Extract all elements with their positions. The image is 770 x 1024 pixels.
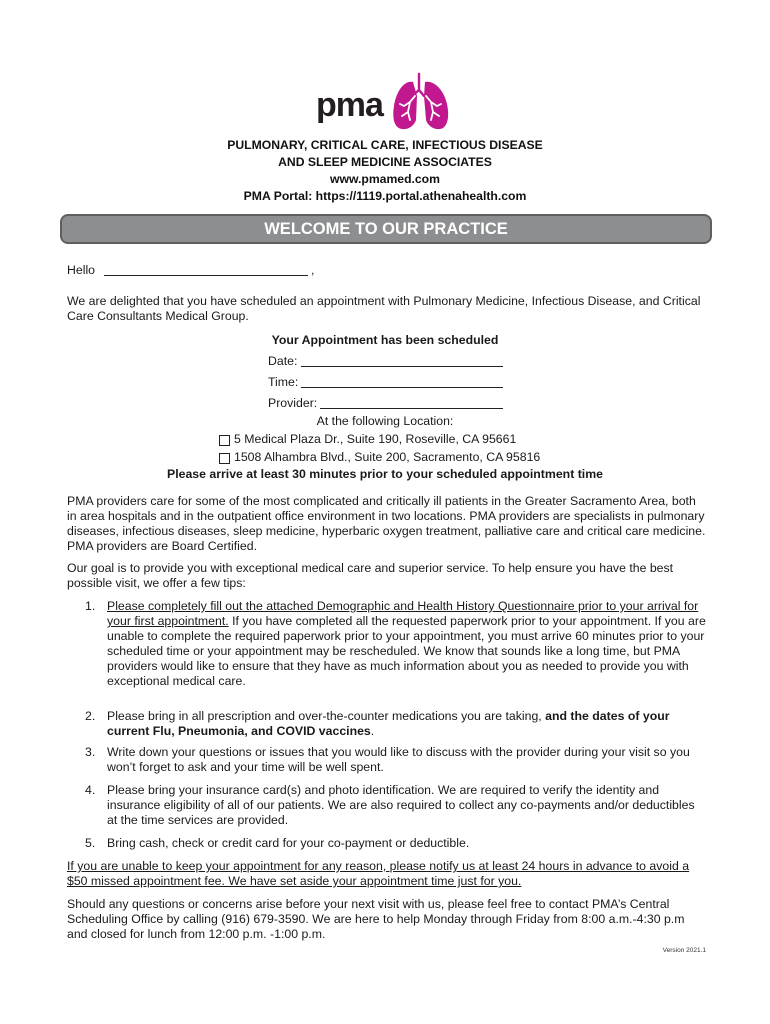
goal-paragraph: Our goal is to provide you with exceptional medical care and superior service. To help ensure you have the best possible visit, we offer a few tips:: [67, 561, 674, 590]
lungs-icon: [390, 72, 452, 132]
tip-number: 2.: [85, 709, 96, 723]
tip-text: [107, 599, 707, 689]
tip-end: .: [370, 724, 375, 738]
about-paragraph: PMA providers care for some of the most complicated and critically ill patients in the Greater Sacramento Area, both in area hospitals and in the outpatient office environment in two locations. PMA providers are specialists in pulmonary diseases, infectious diseases, sleep medicine, hyperbaric oxygen treatment, palliative care and critical care medicine. PMA providers are Board Certified.: [67, 494, 706, 553]
org-website: www.pmamed.com: [330, 172, 440, 186]
org-portal: PMA Portal: https://1119.portal.athenahealth.com: [243, 189, 527, 203]
appointment-title: Your Appointment has been scheduled: [271, 333, 499, 347]
tip-text: Write down your questions or issues that you would like to discuss with the provider during your visit so you won’t forget to ask and your time will be well spent.: [107, 745, 690, 774]
location-sacramento: 1508 Alhambra Blvd., Suite 200, Sacramento, CA 95816: [234, 450, 541, 464]
tip-plain: Please bring in all prescription and over-the-counter medications you are taking,: [107, 709, 546, 723]
tip-rest: If you have completed all the requested paperwork prior to your appointment. If you are unable to complete the required paperwork prior to your appointment, you must arrive 60 minutes prior to your scheduled time or your appointment may be rescheduled. We know that sounds like a long time, but PMA providers would like to ensure that they have as much information about you as needed to provide you with exceptional medical care.: [107, 614, 706, 688]
date-label: Date:: [268, 354, 298, 368]
tip-text: [107, 709, 707, 739]
tip-bold: and the dates of your current Flu, Pneumonia, and COVID vaccines: [107, 709, 670, 738]
location-checkbox-roseville[interactable]: [219, 435, 230, 446]
pma-logo: [316, 72, 456, 132]
hello-label: Hello: [67, 263, 96, 277]
cancellation-note: If you are unable to keep your appointment for any reason, please notify us at least 24 hours in advance to avoid a $50 missed appointment fee. We have set aside your appointment time just for you.: [67, 859, 690, 888]
tip-number: 4.: [85, 783, 96, 797]
tip-number: 1.: [85, 599, 96, 613]
time-field-line[interactable]: [301, 387, 503, 388]
tip-text: Please bring your insurance card(s) and photo identification. We are required to verify the identity and insurance eligibility of all of our patients. We are also required to collect any co-payments and/or deductibles at the time services are provided.: [107, 783, 695, 827]
location-checkbox-sacramento[interactable]: [219, 453, 230, 464]
location-title: At the following Location:: [316, 414, 454, 428]
provider-label: Provider:: [268, 396, 318, 410]
location-roseville: 5 Medical Plaza Dr., Suite 190, Roseville, CA 95661: [234, 432, 517, 446]
tip-number: 5.: [85, 836, 96, 850]
hello-comma: ,: [311, 263, 315, 277]
date-field-line[interactable]: [301, 366, 503, 367]
org-name-line2: AND SLEEP MEDICINE ASSOCIATES: [278, 155, 492, 169]
contact-paragraph: Should any questions or concerns arise before your next visit with us, please feel free to contact PMA’s Central Scheduling Office by calling (916) 679-3590. We are here to help Monday through Friday from 8:00 a.m.-4:30 p.m and closed for lunch from 12:00 p.m. -1:00 p.m.: [67, 897, 685, 941]
org-name-line1: PULMONARY, CRITICAL CARE, INFECTIOUS DISEASE: [227, 138, 543, 152]
logo-text: pma: [316, 86, 383, 124]
intro-paragraph: We are delighted that you have scheduled an appointment with Pulmonary Medicine, Infectious Disease, and Critical Care Consultants Medical Group.: [67, 294, 701, 323]
provider-field-line[interactable]: [320, 408, 503, 409]
tip-text: Bring cash, check or credit card for your co-payment or deductible.: [107, 836, 470, 850]
name-field-line[interactable]: [104, 275, 308, 276]
tip-underlined: Please completely fill out the attached Demographic and Health History Questionnaire prior to your arrival for your first appointment.: [107, 599, 699, 628]
time-label: Time:: [268, 375, 299, 389]
tip-number: 3.: [85, 745, 96, 759]
arrive-note: Please arrive at least 30 minutes prior to your scheduled appointment time: [167, 467, 603, 481]
welcome-banner: WELCOME TO OUR PRACTICE: [60, 214, 712, 244]
version-label: Version 2021.1: [662, 947, 706, 954]
